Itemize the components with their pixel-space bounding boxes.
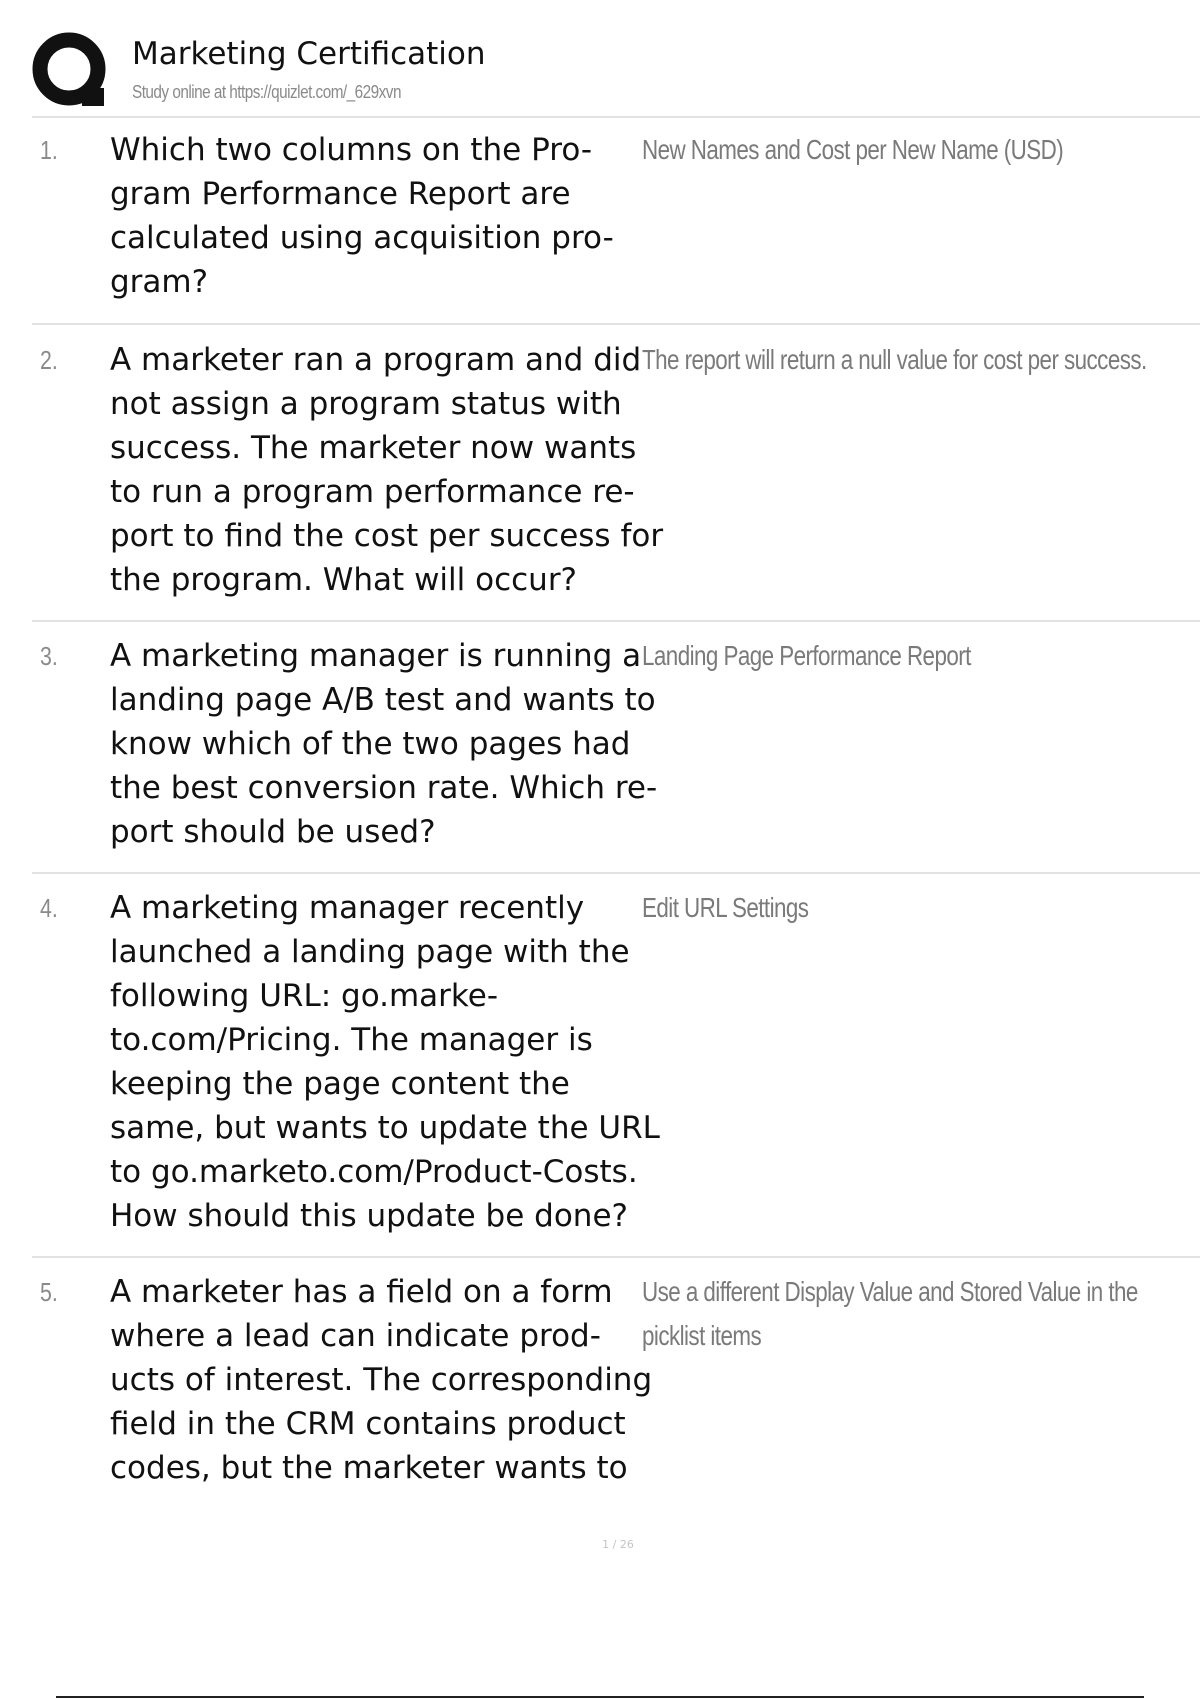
card-term: A marketer has a field on a form where a lead can indicate prod-ucts of interest. The corresponding field in the CRM contains product codes, but the marketer wants to	[110, 1274, 653, 1486]
card-definition: New Names and Cost per New Name (USD)	[642, 134, 1064, 165]
quizlet-q-logo-icon	[32, 32, 112, 112]
card-number: 1.	[40, 135, 58, 165]
card-term: Which two columns on the Pro-gram Performance Report are calculated using acquisition pro-gram?	[110, 132, 614, 300]
card-definition: The report will return a null value for cost per success.	[642, 344, 1147, 375]
card-number: 2.	[40, 345, 58, 375]
card-term: A marketing manager recently launched a landing page with the following URL: go.marke-to.com/Pricing. The manager is keeping the page content the same, but wants to update the URL to go.marketo.com/Product-Costs. How should this update be done?	[110, 890, 660, 1234]
card-term: A marketing manager is running a landing page A/B test and wants to know which of the two pages had the best conversion rate. Which re-port should be used?	[110, 638, 658, 850]
study-online-link[interactable]: Study online at https://quizlet.com/_629xvn	[132, 82, 401, 102]
header-divider	[32, 116, 1200, 118]
card-number: 3.	[40, 641, 58, 671]
card-definition: Use a different Display Value and Stored Value in the picklist items	[642, 1276, 1138, 1351]
page-bottom-rule	[56, 1696, 1144, 1698]
card-divider	[32, 1256, 1200, 1258]
card-divider	[32, 620, 1200, 622]
card-number: 5.	[40, 1277, 58, 1307]
card-number: 4.	[40, 893, 58, 923]
card-definition: Edit URL Settings	[642, 892, 809, 923]
deck-title: Marketing Certification	[132, 36, 486, 72]
page-number: 1 / 26	[602, 1538, 634, 1551]
card-term: A marketer ran a program and did not assign a program status with success. The marketer now wants to run a program performance re-port to find the cost per success for the program. What will occur?	[110, 342, 664, 598]
card-divider	[32, 323, 1200, 325]
card-divider	[32, 872, 1200, 874]
document-header	[32, 30, 1200, 116]
card-definition: Landing Page Performance Report	[642, 640, 971, 671]
